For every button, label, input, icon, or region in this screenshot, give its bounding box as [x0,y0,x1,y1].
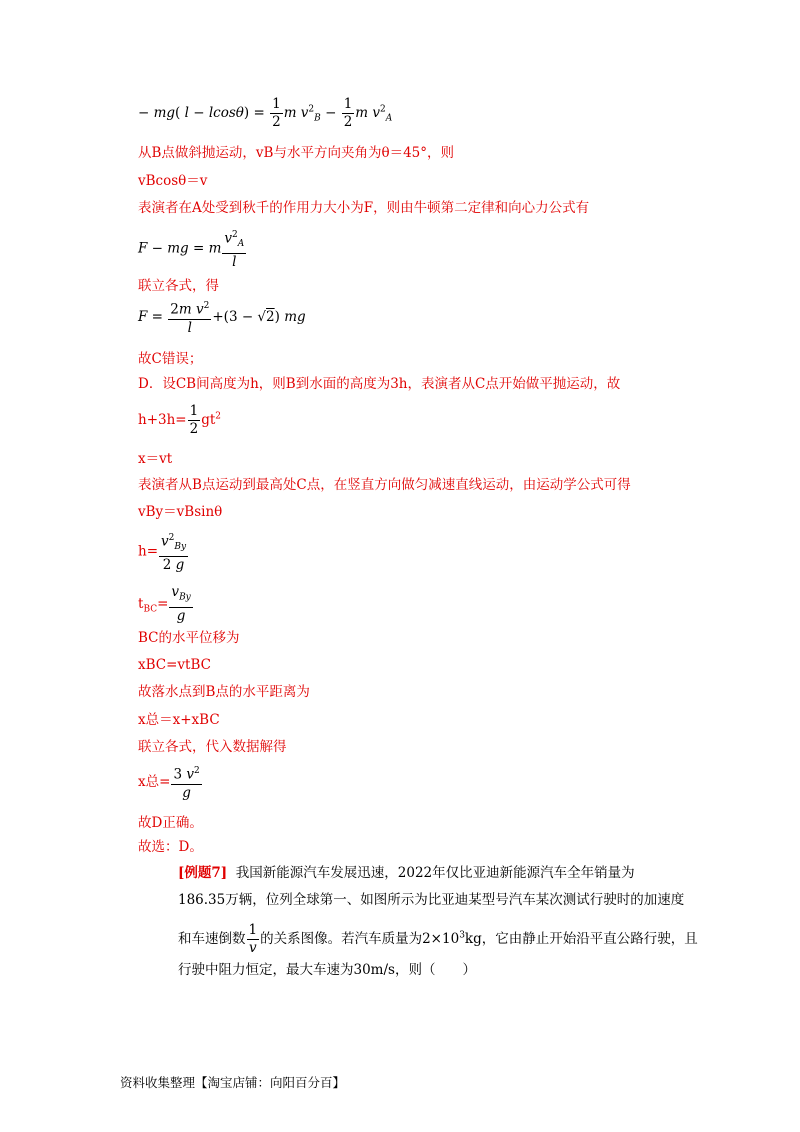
solution-line-13: x总＝x+xBC [138,712,220,728]
distance-result-equation: x总= $\frac{3 v^2}{g}$ [138,763,203,802]
example-line-3: 和车速倒数 $\frac{1}{v}$ 的关系图像。若汽车质量为$2\times 10^3kg$，它由静止开始沿平直公路行驶，且 [178,922,698,956]
energy-equation: − mg( l − lcosθ) = $\frac{1}{2}$ m $v^2_B$ − $\frac{1}{2}$ m $v^2_A$ [138,96,393,130]
solution-line-3: 表演者在A处受到秋千的作用力大小为F，则由牛顿第二定律和向心力公式有 [138,200,590,216]
solution-line-9: vBy＝vBsinθ [138,504,223,520]
example-line-1: [例题7] 我国新能源汽车发展迅速，2022年仅比亚迪新能源汽车全年销量为 [178,865,635,881]
solution-line-15: 故D正确。 [138,815,203,831]
solution-line-16: 故选：D。 [138,839,203,855]
time-equation: $t_{BC}=$ $\frac{v_{By}}{g}$ [138,584,191,624]
footer-text: 资料收集整理【淘宝店铺：向阳百分百】 [120,1075,346,1090]
force-result-equation: F = $\frac{2m v^2}{l}$ +(3 − √2) mg [138,298,306,337]
example-line-4: 行驶中阻力恒定，最大车速为30m/s，则（ ） [178,962,476,978]
solution-line-1: 从B点做斜抛运动，vB与水平方向夹角为θ＝45°，则 [138,145,455,161]
solution-line-4: 联立各式，得 [138,278,219,294]
height-equation: h= $\frac{v^2_{By}}{2 g}$ [138,530,189,574]
example-label: [例题7] [178,865,228,881]
solution-line-10: BC的水平位移为 [138,630,240,646]
solution-line-14: 联立各式，代入数据解得 [138,739,287,755]
solution-line-8: 表演者从B点运动到最高处C点，在竖直方向做匀减速直线运动，由运动学公式可得 [138,477,631,493]
solution-line-5: 故C错误； [138,351,203,367]
solution-line-6: D．设CB间高度为h，则B到水面的高度为3h，表演者从C点开始做平抛运动，故 [138,376,621,392]
newton-equation: F − mg = m $\frac{v^2_A}{l}$ [138,227,247,271]
solution-line-11: xBC=vtBC [138,657,211,673]
fall-equation: h+3h= $\frac{1}{2}$ $gt^2$ [138,403,222,437]
solution-line-7: x＝vt [138,451,173,467]
solution-line-2: vBcosθ＝v [138,173,208,189]
example-line-2: 186.35万辆，位列全球第一、如图所示为比亚迪某型号汽车某次测试行驶时的加速度 [178,892,685,908]
solution-line-12: 故落水点到B点的水平距离为 [138,684,310,700]
